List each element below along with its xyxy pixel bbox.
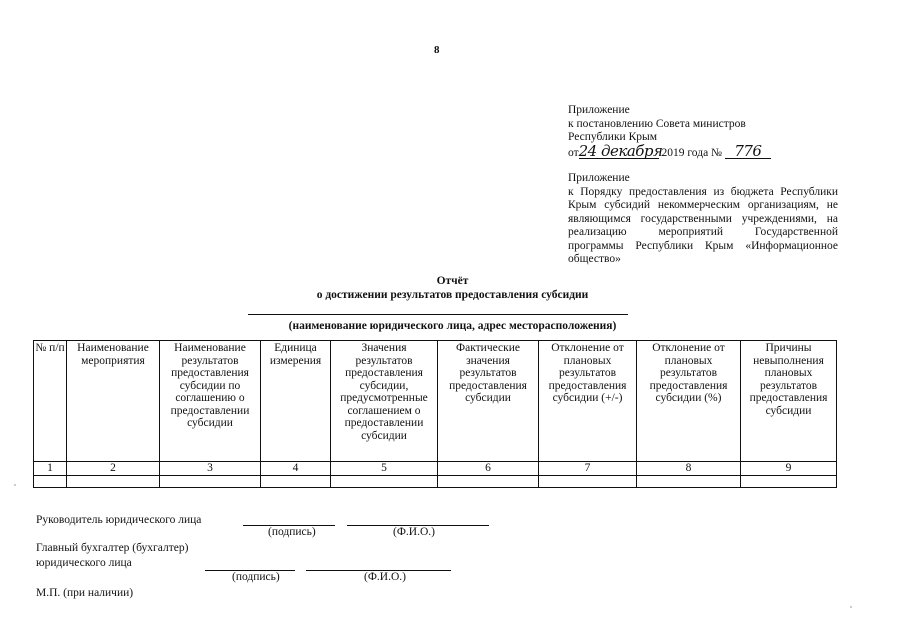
header-cell-planned-values: Значения результатов предоставления субсидии, предусмотренные соглашением о предоставлении субсидии <box>331 341 438 462</box>
column-number-cell: 7 <box>539 462 637 476</box>
header-cell-deviation-abs: Отклонение от плановых результатов предоставления субсидии (+/-) <box>539 341 637 462</box>
appendix-decree-line-1: Приложение <box>568 104 630 116</box>
accountant-signature-caption: (подпись) <box>232 571 280 583</box>
appendix-procedure-block <box>568 172 838 267</box>
handwritten-date: 24 декабря <box>578 141 663 160</box>
scan-speck <box>850 606 852 608</box>
empty-cell <box>539 475 637 487</box>
column-number-cell: 6 <box>438 462 539 476</box>
accountant-label-line-2: юридического лица <box>36 557 132 569</box>
empty-cell <box>331 475 438 487</box>
organization-name-caption: (наименование юридического лица, адрес месторасположения) <box>288 320 617 332</box>
header-cell-unit: Единица измерения <box>261 341 331 462</box>
column-number-cell: 4 <box>261 462 331 476</box>
head-signature-label: Руководитель юридического лица <box>36 514 202 526</box>
empty-cell <box>438 475 539 487</box>
column-number-cell: 5 <box>331 462 438 476</box>
column-number-cell: 3 <box>160 462 261 476</box>
header-cell-number: № п/п <box>34 341 67 462</box>
column-number-cell: 2 <box>67 462 160 476</box>
appendix-decree-block <box>568 104 771 160</box>
head-fio-caption: (Ф.И.О.) <box>393 526 435 538</box>
header-cell-event-name: Наименование мероприятия <box>67 341 160 462</box>
appendix-procedure-text: к Порядку предоставления из бюджета Республики Крым субсидий некоммерческим организациям, не являющимся государственными учреждениями, на реализацию мероприятий Государственной программы Республики Крым «Информационное общество» <box>568 185 838 265</box>
header-cell-deviation-pct: Отклонение от плановых результатов предоставления субсидии (%) <box>637 341 741 462</box>
accountant-label-line-1: Главный бухгалтер (бухгалтер) <box>36 542 189 554</box>
report-title: Отчёт <box>436 275 469 287</box>
empty-cell <box>34 475 67 487</box>
header-cell-actual-values: Фактические значения результатов предоставления субсидии <box>438 341 539 462</box>
decree-date-line <box>568 141 771 161</box>
empty-cell <box>261 475 331 487</box>
column-number-cell: 9 <box>741 462 837 476</box>
appendix-decree-line-2: к постановлению Совета министров <box>568 117 746 130</box>
accountant-fio-caption: (Ф.И.О.) <box>364 571 406 583</box>
scan-speck <box>14 484 16 486</box>
report-table <box>33 340 837 488</box>
date-suffix: 2019 года № <box>661 146 723 159</box>
empty-cell <box>637 475 741 487</box>
column-number-cell: 1 <box>34 462 67 476</box>
table-column-numbers-row <box>34 462 837 476</box>
date-prefix: от <box>568 146 579 159</box>
appendix-procedure-title: Приложение <box>568 172 630 184</box>
organization-name-line <box>248 314 628 315</box>
empty-cell <box>67 475 160 487</box>
report-title-block <box>0 274 905 302</box>
column-number-cell: 8 <box>637 462 741 476</box>
appendix-decree-line-3: Республики Крым <box>568 131 657 143</box>
handwritten-decree-number: 776 <box>725 145 771 159</box>
head-signature-caption: (подпись) <box>268 526 316 538</box>
empty-cell <box>741 475 837 487</box>
report-subtitle: о достижении результатов предоставления субсидии <box>316 289 589 301</box>
empty-cell <box>160 475 261 487</box>
page-number: 8 <box>434 44 440 56</box>
table-empty-row <box>34 475 837 487</box>
table-header-row <box>34 341 837 462</box>
header-cell-result-name: Наименование результатов предоставления субсидии по соглашению о предоставлении субсидии <box>160 341 261 462</box>
stamp-label: М.П. (при наличии) <box>36 587 134 599</box>
header-cell-reasons: Причины невыполнения плановых результатов предоставления субсидии <box>741 341 837 462</box>
